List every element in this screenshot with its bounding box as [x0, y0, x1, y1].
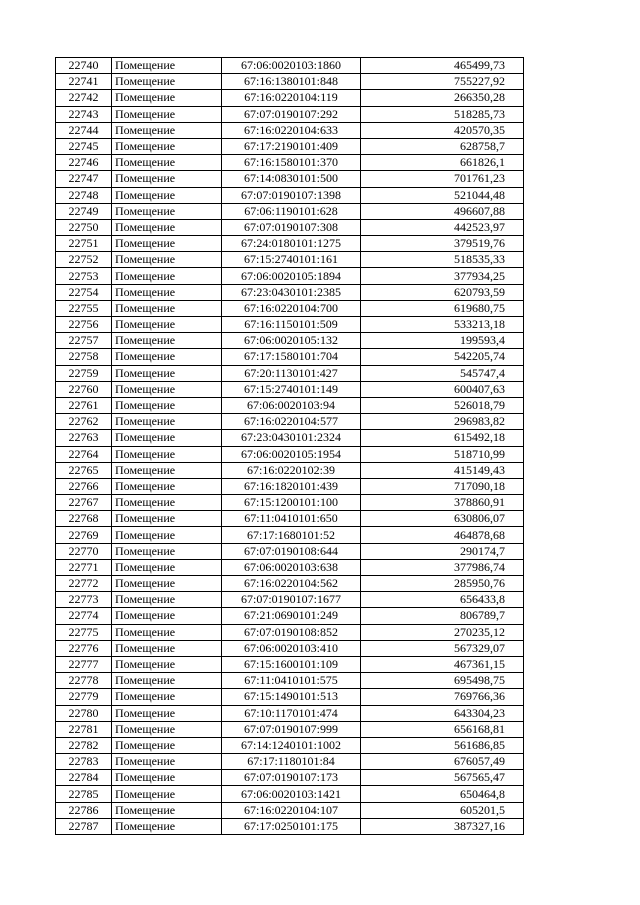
- table-row: [56, 640, 524, 656]
- object-type-cell: Помещение: [112, 608, 222, 624]
- row-number-cell: 22787: [56, 818, 112, 834]
- table-row: [56, 236, 524, 252]
- cadastral-value-cell: 620793,59: [361, 284, 524, 300]
- object-type-cell: Помещение: [112, 236, 222, 252]
- row-number-cell: 22773: [56, 592, 112, 608]
- cadastral-number-cell: 67:24:0180101:1275: [222, 236, 361, 252]
- cadastral-number-cell: 67:20:1130101:427: [222, 365, 361, 381]
- cadastral-number-cell: 67:15:2740101:161: [222, 252, 361, 268]
- table-row: [56, 90, 524, 106]
- object-type-cell: Помещение: [112, 203, 222, 219]
- row-number-cell: 22754: [56, 284, 112, 300]
- table-row: [56, 58, 524, 74]
- cadastral-value-cell: 521044,48: [361, 187, 524, 203]
- table-row: [56, 74, 524, 90]
- row-number-cell: 22779: [56, 689, 112, 705]
- cadastral-value-cell: 628758,7: [361, 138, 524, 154]
- table-row: [56, 737, 524, 753]
- table-row: [56, 478, 524, 494]
- object-type-cell: Помещение: [112, 770, 222, 786]
- cadastral-number-cell: 67:16:0220104:119: [222, 90, 361, 106]
- object-type-cell: Помещение: [112, 414, 222, 430]
- row-number-cell: 22756: [56, 317, 112, 333]
- table-row: [56, 155, 524, 171]
- table-row: [56, 624, 524, 640]
- table-row: [56, 754, 524, 770]
- cadastral-value-cell: 605201,5: [361, 802, 524, 818]
- cadastral-value-cell: 656433,8: [361, 592, 524, 608]
- cadastral-number-cell: 67:07:0190107:308: [222, 219, 361, 235]
- cadastral-value-cell: 806789,7: [361, 608, 524, 624]
- table-row: [56, 122, 524, 138]
- cadastral-value-cell: 518535,33: [361, 252, 524, 268]
- object-type-cell: Помещение: [112, 430, 222, 446]
- object-type-cell: Помещение: [112, 478, 222, 494]
- object-type-cell: Помещение: [112, 786, 222, 802]
- cadastral-value-cell: 755227,92: [361, 74, 524, 90]
- cadastral-value-cell: 467361,15: [361, 656, 524, 672]
- row-number-cell: 22784: [56, 770, 112, 786]
- cadastral-value-cell: 695498,75: [361, 673, 524, 689]
- cadastral-value-cell: 661826,1: [361, 155, 524, 171]
- cadastral-value-cell: 526018,79: [361, 397, 524, 413]
- table-row: [56, 430, 524, 446]
- table-row: [56, 721, 524, 737]
- table-row: [56, 495, 524, 511]
- row-number-cell: 22760: [56, 381, 112, 397]
- cadastral-number-cell: 67:07:0190108:852: [222, 624, 361, 640]
- row-number-cell: 22764: [56, 446, 112, 462]
- object-type-cell: Помещение: [112, 576, 222, 592]
- cadastral-number-cell: 67:16:0220104:107: [222, 802, 361, 818]
- table-row: [56, 252, 524, 268]
- row-number-cell: 22757: [56, 333, 112, 349]
- row-number-cell: 22749: [56, 203, 112, 219]
- cadastral-number-cell: 67:07:0190107:292: [222, 106, 361, 122]
- cadastral-number-cell: 67:15:1490101:513: [222, 689, 361, 705]
- row-number-cell: 22767: [56, 495, 112, 511]
- cadastral-value-cell: 545747,4: [361, 365, 524, 381]
- table-row: [56, 511, 524, 527]
- cadastral-value-cell: 496607,88: [361, 203, 524, 219]
- row-number-cell: 22745: [56, 138, 112, 154]
- cadastral-value-cell: 420570,35: [361, 122, 524, 138]
- object-type-cell: Помещение: [112, 300, 222, 316]
- cadastral-number-cell: 67:16:0220104:633: [222, 122, 361, 138]
- cadastral-value-cell: 199593,4: [361, 333, 524, 349]
- table-row: [56, 397, 524, 413]
- object-type-cell: Помещение: [112, 705, 222, 721]
- cadastral-value-cell: 415149,43: [361, 462, 524, 478]
- row-number-cell: 22746: [56, 155, 112, 171]
- cadastral-value-cell: 630806,07: [361, 511, 524, 527]
- row-number-cell: 22740: [56, 58, 112, 74]
- object-type-cell: Помещение: [112, 349, 222, 365]
- cadastral-number-cell: 67:15:2740101:149: [222, 381, 361, 397]
- table-row: [56, 106, 524, 122]
- cadastral-number-cell: 67:17:0250101:175: [222, 818, 361, 834]
- cadastral-number-cell: 67:23:0430101:2324: [222, 430, 361, 446]
- table-row: [56, 576, 524, 592]
- row-number-cell: 22742: [56, 90, 112, 106]
- object-type-cell: Помещение: [112, 462, 222, 478]
- object-type-cell: Помещение: [112, 397, 222, 413]
- object-type-cell: Помещение: [112, 592, 222, 608]
- cadastral-number-cell: 67:11:0410101:650: [222, 511, 361, 527]
- row-number-cell: 22777: [56, 656, 112, 672]
- row-number-cell: 22741: [56, 74, 112, 90]
- table-row: [56, 349, 524, 365]
- object-type-cell: Помещение: [112, 138, 222, 154]
- row-number-cell: 22785: [56, 786, 112, 802]
- cadastral-value-cell: 542205,74: [361, 349, 524, 365]
- cadastral-number-cell: 67:07:0190107:999: [222, 721, 361, 737]
- table-row: [56, 673, 524, 689]
- table-row: [56, 608, 524, 624]
- cadastral-value-cell: 465499,73: [361, 58, 524, 74]
- cadastral-value-cell: 270235,12: [361, 624, 524, 640]
- object-type-cell: Помещение: [112, 495, 222, 511]
- cadastral-value-cell: 266350,28: [361, 90, 524, 106]
- object-type-cell: Помещение: [112, 219, 222, 235]
- cadastral-value-cell: 377934,25: [361, 268, 524, 284]
- table-row: [56, 284, 524, 300]
- cadastral-value-cell: 464878,68: [361, 527, 524, 543]
- cadastral-value-cell: 378860,91: [361, 495, 524, 511]
- row-number-cell: 22752: [56, 252, 112, 268]
- row-number-cell: 22765: [56, 462, 112, 478]
- cadastral-number-cell: 67:06:0020105:1894: [222, 268, 361, 284]
- row-number-cell: 22747: [56, 171, 112, 187]
- cadastral-number-cell: 67:07:0190108:644: [222, 543, 361, 559]
- table-row: [56, 786, 524, 802]
- object-type-cell: Помещение: [112, 673, 222, 689]
- cadastral-number-cell: 67:06:0020103:1860: [222, 58, 361, 74]
- cadastral-value-cell: 296983,82: [361, 414, 524, 430]
- cadastral-number-cell: 67:23:0430101:2385: [222, 284, 361, 300]
- cadastral-number-cell: 67:17:1180101:84: [222, 754, 361, 770]
- cadastral-value-cell: 656168,81: [361, 721, 524, 737]
- cadastral-number-cell: 67:17:2190101:409: [222, 138, 361, 154]
- cadastral-number-cell: 67:17:1680101:52: [222, 527, 361, 543]
- object-type-cell: Помещение: [112, 381, 222, 397]
- object-type-cell: Помещение: [112, 333, 222, 349]
- object-type-cell: Помещение: [112, 74, 222, 90]
- cadastral-number-cell: 67:06:0020103:94: [222, 397, 361, 413]
- object-type-cell: Помещение: [112, 754, 222, 770]
- cadastral-value-cell: 701761,23: [361, 171, 524, 187]
- cadastral-value-cell: 285950,76: [361, 576, 524, 592]
- cadastral-value-cell: 600407,63: [361, 381, 524, 397]
- table-row: [56, 268, 524, 284]
- cadastral-value-cell: 377986,74: [361, 559, 524, 575]
- cadastral-number-cell: 67:14:1240101:1002: [222, 737, 361, 753]
- table-row: [56, 300, 524, 316]
- cadastral-value-cell: 615492,18: [361, 430, 524, 446]
- cadastral-number-cell: 67:16:0220104:577: [222, 414, 361, 430]
- table-row: [56, 381, 524, 397]
- object-type-cell: Помещение: [112, 155, 222, 171]
- cadastral-number-cell: 67:16:0220104:562: [222, 576, 361, 592]
- cadastral-number-cell: 67:14:0830101:500: [222, 171, 361, 187]
- object-type-cell: Помещение: [112, 656, 222, 672]
- cadastral-value-cell: 518710,99: [361, 446, 524, 462]
- object-type-cell: Помещение: [112, 268, 222, 284]
- cadastral-number-cell: 67:06:0020105:1954: [222, 446, 361, 462]
- object-type-cell: Помещение: [112, 689, 222, 705]
- cadastral-number-cell: 67:16:1150101:509: [222, 317, 361, 333]
- object-type-cell: Помещение: [112, 58, 222, 74]
- cadastral-number-cell: 67:06:0020103:638: [222, 559, 361, 575]
- object-type-cell: Помещение: [112, 365, 222, 381]
- row-number-cell: 22748: [56, 187, 112, 203]
- cadastral-value-cell: 442523,97: [361, 219, 524, 235]
- table-row: [56, 219, 524, 235]
- cadastral-number-cell: 67:15:1200101:100: [222, 495, 361, 511]
- table-row: [56, 705, 524, 721]
- cadastral-number-cell: 67:06:0020103:1421: [222, 786, 361, 802]
- object-type-cell: Помещение: [112, 802, 222, 818]
- cadastral-number-cell: 67:07:0190107:1677: [222, 592, 361, 608]
- object-type-cell: Помещение: [112, 317, 222, 333]
- row-number-cell: 22768: [56, 511, 112, 527]
- row-number-cell: 22761: [56, 397, 112, 413]
- cadastral-number-cell: 67:21:0690101:249: [222, 608, 361, 624]
- row-number-cell: 22758: [56, 349, 112, 365]
- table-row: [56, 689, 524, 705]
- cadastral-number-cell: 67:06:0020105:132: [222, 333, 361, 349]
- cadastral-number-cell: 67:16:0220102:39: [222, 462, 361, 478]
- cadastral-value-cell: 533213,18: [361, 317, 524, 333]
- table-row: [56, 462, 524, 478]
- cadastral-number-cell: 67:07:0190107:173: [222, 770, 361, 786]
- table-row: [56, 138, 524, 154]
- object-type-cell: Помещение: [112, 527, 222, 543]
- cadastral-value-cell: 676057,49: [361, 754, 524, 770]
- row-number-cell: 22786: [56, 802, 112, 818]
- cadastral-value-cell: 561686,85: [361, 737, 524, 753]
- object-type-cell: Помещение: [112, 106, 222, 122]
- table-row: [56, 171, 524, 187]
- table-row: [56, 203, 524, 219]
- table-row: [56, 592, 524, 608]
- table-body: [56, 58, 524, 835]
- cadastral-value-cell: 387327,16: [361, 818, 524, 834]
- table-row: [56, 317, 524, 333]
- cadastral-value-cell: 643304,23: [361, 705, 524, 721]
- row-number-cell: 22772: [56, 576, 112, 592]
- table-row: [56, 543, 524, 559]
- cadastral-value-cell: 518285,73: [361, 106, 524, 122]
- object-type-cell: Помещение: [112, 187, 222, 203]
- cadastral-value-cell: 567329,07: [361, 640, 524, 656]
- object-type-cell: Помещение: [112, 559, 222, 575]
- object-type-cell: Помещение: [112, 543, 222, 559]
- row-number-cell: 22776: [56, 640, 112, 656]
- table-row: [56, 656, 524, 672]
- cadastral-number-cell: 67:07:0190107:1398: [222, 187, 361, 203]
- cadastral-value-cell: 290174,7: [361, 543, 524, 559]
- cadastral-number-cell: 67:16:1380101:848: [222, 74, 361, 90]
- document-page: [55, 57, 524, 835]
- object-type-cell: Помещение: [112, 171, 222, 187]
- cadastral-value-table: [55, 57, 524, 835]
- row-number-cell: 22751: [56, 236, 112, 252]
- row-number-cell: 22769: [56, 527, 112, 543]
- row-number-cell: 22782: [56, 737, 112, 753]
- cadastral-number-cell: 67:06:0020103:410: [222, 640, 361, 656]
- row-number-cell: 22781: [56, 721, 112, 737]
- cadastral-number-cell: 67:16:0220104:700: [222, 300, 361, 316]
- row-number-cell: 22743: [56, 106, 112, 122]
- cadastral-number-cell: 67:16:1580101:370: [222, 155, 361, 171]
- row-number-cell: 22778: [56, 673, 112, 689]
- cadastral-value-cell: 619680,75: [361, 300, 524, 316]
- row-number-cell: 22763: [56, 430, 112, 446]
- object-type-cell: Помещение: [112, 446, 222, 462]
- cadastral-number-cell: 67:17:1580101:704: [222, 349, 361, 365]
- cadastral-number-cell: 67:06:1190101:628: [222, 203, 361, 219]
- row-number-cell: 22750: [56, 219, 112, 235]
- object-type-cell: Помещение: [112, 90, 222, 106]
- row-number-cell: 22774: [56, 608, 112, 624]
- object-type-cell: Помещение: [112, 284, 222, 300]
- cadastral-value-cell: 717090,18: [361, 478, 524, 494]
- row-number-cell: 22783: [56, 754, 112, 770]
- row-number-cell: 22780: [56, 705, 112, 721]
- object-type-cell: Помещение: [112, 640, 222, 656]
- cadastral-number-cell: 67:16:1820101:439: [222, 478, 361, 494]
- table-row: [56, 802, 524, 818]
- table-row: [56, 770, 524, 786]
- table-row: [56, 333, 524, 349]
- object-type-cell: Помещение: [112, 721, 222, 737]
- row-number-cell: 22744: [56, 122, 112, 138]
- cadastral-number-cell: 67:15:1600101:109: [222, 656, 361, 672]
- cadastral-value-cell: 379519,76: [361, 236, 524, 252]
- table-row: [56, 414, 524, 430]
- object-type-cell: Помещение: [112, 737, 222, 753]
- row-number-cell: 22771: [56, 559, 112, 575]
- object-type-cell: Помещение: [112, 511, 222, 527]
- object-type-cell: Помещение: [112, 624, 222, 640]
- object-type-cell: Помещение: [112, 122, 222, 138]
- table-row: [56, 187, 524, 203]
- table-row: [56, 818, 524, 834]
- cadastral-number-cell: 67:10:1170101:474: [222, 705, 361, 721]
- row-number-cell: 22762: [56, 414, 112, 430]
- cadastral-number-cell: 67:11:0410101:575: [222, 673, 361, 689]
- table-row: [56, 446, 524, 462]
- row-number-cell: 22766: [56, 478, 112, 494]
- row-number-cell: 22770: [56, 543, 112, 559]
- table-row: [56, 559, 524, 575]
- row-number-cell: 22753: [56, 268, 112, 284]
- object-type-cell: Помещение: [112, 252, 222, 268]
- row-number-cell: 22755: [56, 300, 112, 316]
- cadastral-value-cell: 567565,47: [361, 770, 524, 786]
- cadastral-value-cell: 650464,8: [361, 786, 524, 802]
- table-row: [56, 527, 524, 543]
- table-row: [56, 365, 524, 381]
- row-number-cell: 22759: [56, 365, 112, 381]
- cadastral-value-cell: 769766,36: [361, 689, 524, 705]
- row-number-cell: 22775: [56, 624, 112, 640]
- object-type-cell: Помещение: [112, 818, 222, 834]
